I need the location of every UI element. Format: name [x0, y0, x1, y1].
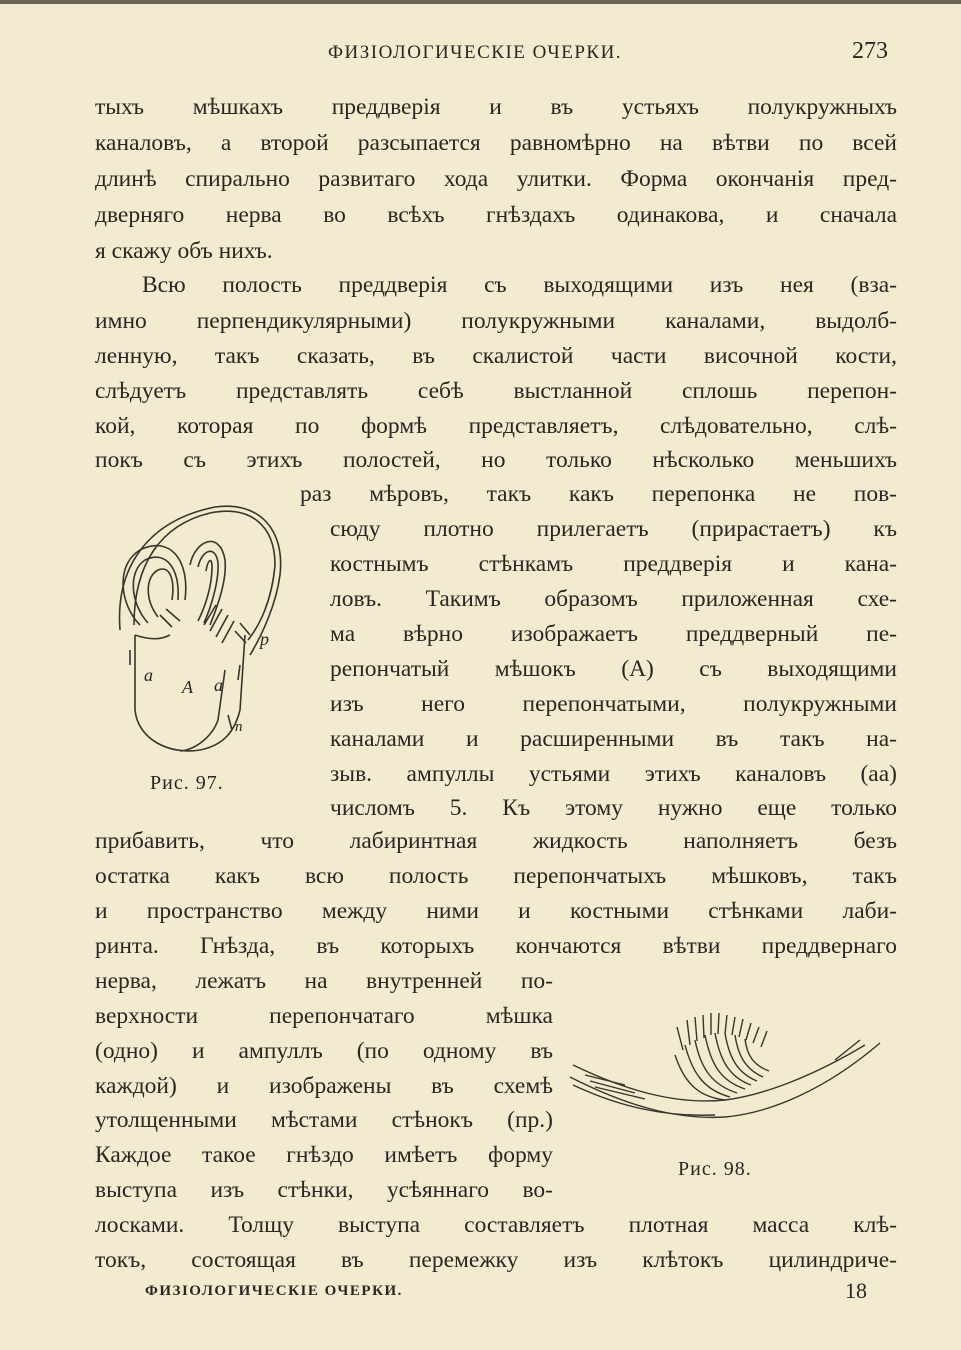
text-line: (одно) и ампуллъ (по одному въ: [95, 1038, 553, 1064]
paragraph-start-line: Всю полость преддверія съ выходящими изъ нея (вза-: [142, 272, 897, 298]
fig97-label-n: n: [235, 719, 243, 735]
text-line: покъ съ этихъ полостей, но только нѣсколько меньшихъ: [95, 447, 897, 473]
running-head: [0, 40, 961, 70]
text-line: числомъ 5. Къ этому нужно еще только: [330, 795, 897, 821]
text-line: раз мѣровъ, такъ какъ перепонка не пов-: [300, 481, 897, 507]
text-line: Каждое такое гнѣздо имѣетъ форму: [95, 1142, 553, 1168]
text-line: прибавить, что лабиринтная жидкость наполняетъ безъ: [95, 828, 897, 854]
page-number: 273: [852, 38, 888, 64]
text-line: каналовъ, а второй разсыпается равномѣрно на вѣтви по всей: [95, 130, 897, 156]
text-line: я скажу объ нихъ.: [95, 238, 273, 264]
sheet-number: 18: [845, 1278, 867, 1303]
text-line: зыв. ампуллы устьями этихъ каналовъ (аа): [330, 761, 897, 787]
text-line: каналами и расширенными въ такъ на-: [330, 726, 897, 752]
text-line: каждой) и изображены въ схемѣ: [95, 1073, 553, 1099]
fig97-label-a-right: a: [214, 675, 223, 695]
figure-98-nerve-nest-schema: [565, 1005, 885, 1135]
figure-97-caption: Рис. 97.: [150, 772, 224, 794]
text-line: ринта. Гнѣзда, въ которыхъ кончаются вѣтви преддвернаго: [95, 933, 897, 959]
page-edge-rule: [0, 0, 961, 4]
signature-mark: ФИЗІОЛОГИЧЕСКІЕ ОЧЕРКИ.: [145, 1283, 403, 1299]
text-line: утолщенными мѣстами стѣнокъ (пр.): [95, 1107, 553, 1133]
text-line: и пространство между ними и костными стѣнками лаби-: [95, 898, 897, 924]
text-line: сюду плотно прилегаетъ (прирастаетъ) къ: [330, 516, 897, 542]
text-line: ленную, такъ сказать, въ скалистой части височной кости,: [95, 343, 897, 369]
text-line: репончатый мѣшокъ (А) съ выходящими: [330, 656, 897, 682]
text-line: имно перпендикулярными) полукружными каналами, выдолб-: [95, 308, 897, 334]
figure-98-caption: Рис. 98.: [678, 1158, 752, 1180]
text-line: лосками. Толщу выступа составляетъ плотная масса клѣ-: [95, 1212, 897, 1238]
text-line: костнымъ стѣнкамъ преддверія и кана-: [330, 551, 897, 577]
text-line: изъ него перепончатыми, полукружными: [330, 691, 897, 717]
text-line: токъ, состоящая въ перемежку изъ клѣтокъ цилиндриче-: [95, 1247, 897, 1273]
text-line: длинѣ спирально развитаго хода улитки. Форма окончанія пред-: [95, 166, 897, 192]
text-line: верхности перепончатаго мѣшка: [95, 1003, 553, 1029]
text-line: тыхъ мѣшкахъ преддверія и въ устьяхъ полукружныхъ: [95, 94, 897, 120]
text-line: нерва, лежатъ на внутренней по-: [95, 968, 553, 994]
fig97-label-p: p: [260, 629, 269, 649]
text-line: остатка какъ всю полость перепончатыхъ мѣшковъ, такъ: [95, 863, 897, 889]
text-line: выступа изъ стѣнки, усѣяннаго во-: [95, 1177, 553, 1203]
text-line: ма вѣрно изображаетъ преддверный пе-: [330, 621, 897, 647]
text-line: дверняго нерва во всѣхъ гнѣздахъ одинакова, и сначала: [95, 202, 897, 228]
fig97-label-A: A: [182, 677, 193, 697]
running-head-title: ФИЗІОЛОГИЧЕСКІЕ ОЧЕРКИ.: [328, 42, 623, 63]
text-line: ловъ. Такимъ образомъ приложенная схе-: [330, 586, 897, 612]
fig97-label-a-left: a: [144, 665, 153, 685]
text-line: кой, которая по формѣ представляетъ, слѣдовательно, слѣ-: [95, 413, 897, 439]
figure-97-labyrinth-schema: [100, 505, 300, 770]
text-line: слѣдуетъ представлять себѣ выстланной сплошь перепон-: [95, 378, 897, 404]
